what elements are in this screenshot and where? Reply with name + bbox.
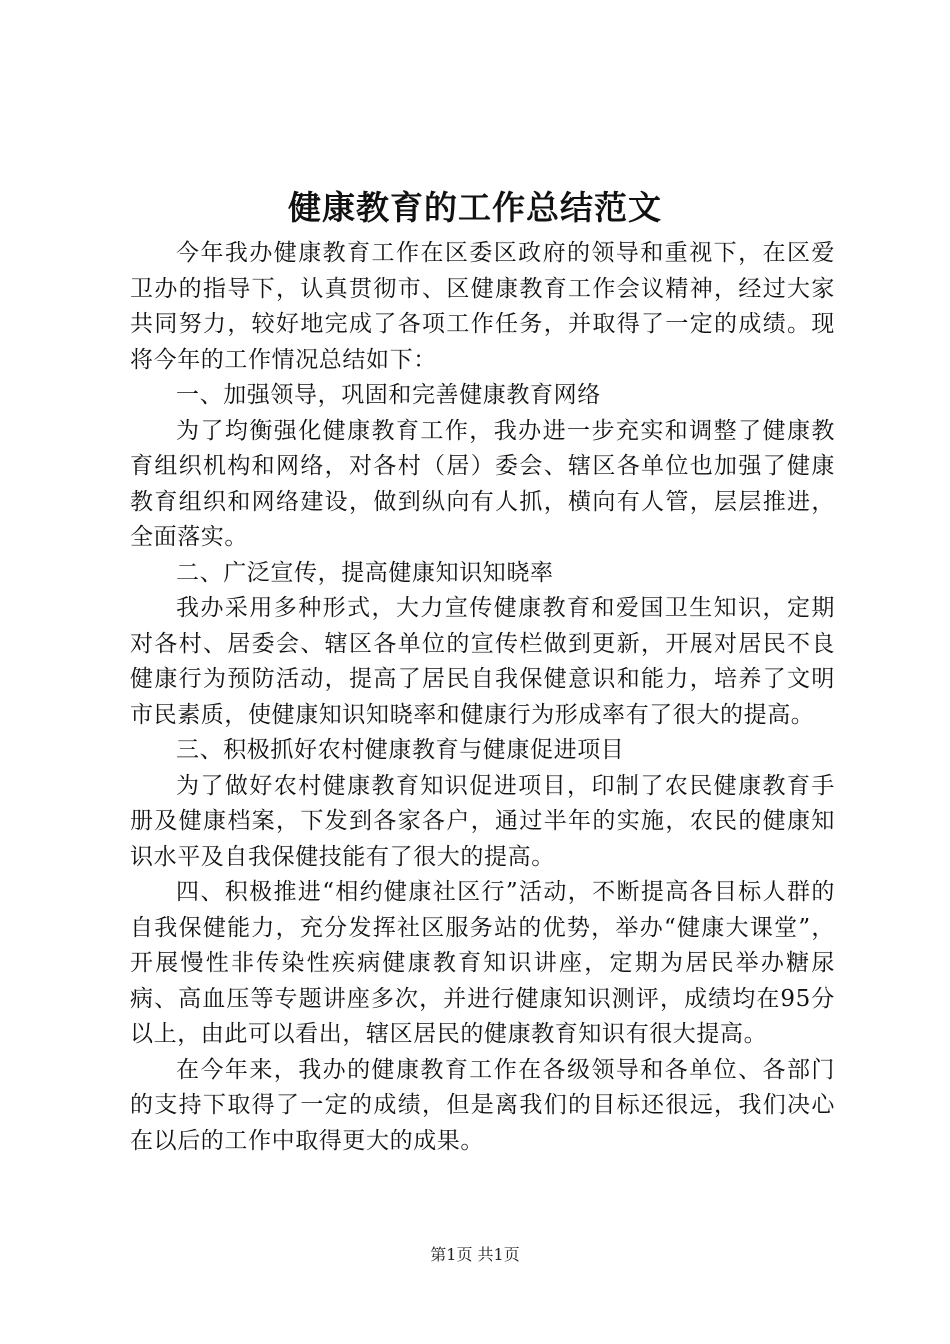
- intro-paragraph: 今年我办健康教育工作在区委区政府的领导和重视下，在区爱卫办的指导下，认真贯彻市、区健康教育工作会议精神，经过大家共同努力，较好地完成了各项工作任务，并取得了一定的成绩。现将今年的工作情况总结如下：: [130, 240, 835, 373]
- section-4-paragraph: 四、积极推进“相约健康社区行”活动，不断提高各目标人群的自我保健能力，充分发挥社区服务站的优势，举办“健康大课堂”，开展慢性非传染性疾病健康教育知识讲座，定期为居民举办糖尿病、高血压等专题讲座多次，并进行健康知识测评，成绩均在95分以上，由此可以看出，辖区居民的健康教育知识有很大提高。: [130, 879, 835, 1047]
- document-title: 健康教育的工作总结范文: [288, 188, 662, 227]
- conclusion-paragraph: 在今年来，我办的健康教育工作在各级领导和各单位、各部门的支持下取得了一定的成绩，但是离我们的目标还很远，我们决心在以后的工作中取得更大的成果。: [130, 1056, 835, 1154]
- section-3-paragraph: 为了做好农村健康教育知识促进项目，印制了农民健康教育手册及健康档案，下发到各家各户，通过半年的实施，农民的健康知识水平及自我保健技能有了很大的提高。: [130, 772, 835, 870]
- document-body: [130, 236, 835, 1159]
- section-2-heading: 二、广泛宣传，提高健康知识知晓率: [176, 559, 554, 586]
- section-3-heading: 三、积极抓好农村健康教育与健康促进项目: [176, 737, 625, 763]
- section-1-paragraph: 为了均衡强化健康教育工作，我办进一步充实和调整了健康教育组织机构和网络，对各村（居）委会、辖区各单位也加强了健康教育组织和网络建设，做到纵向有人抓，横向有人管，层层推进，全面落实。: [130, 417, 835, 550]
- section-1-heading: 一、加强领导，巩固和完善健康教育网络: [176, 382, 601, 408]
- page-footer: 第1页 共1页: [430, 1245, 520, 1264]
- section-2-paragraph: 我办采用多种形式，大力宣传健康教育和爱国卫生知识，定期对各村、居委会、辖区各单位的宣传栏做到更新，开展对居民不良健康行为预防活动，提高了居民自我保健意识和能力，培养了文明市民素质，使健康知识知晓率和健康行为形成率有了很大的提高。: [130, 595, 835, 728]
